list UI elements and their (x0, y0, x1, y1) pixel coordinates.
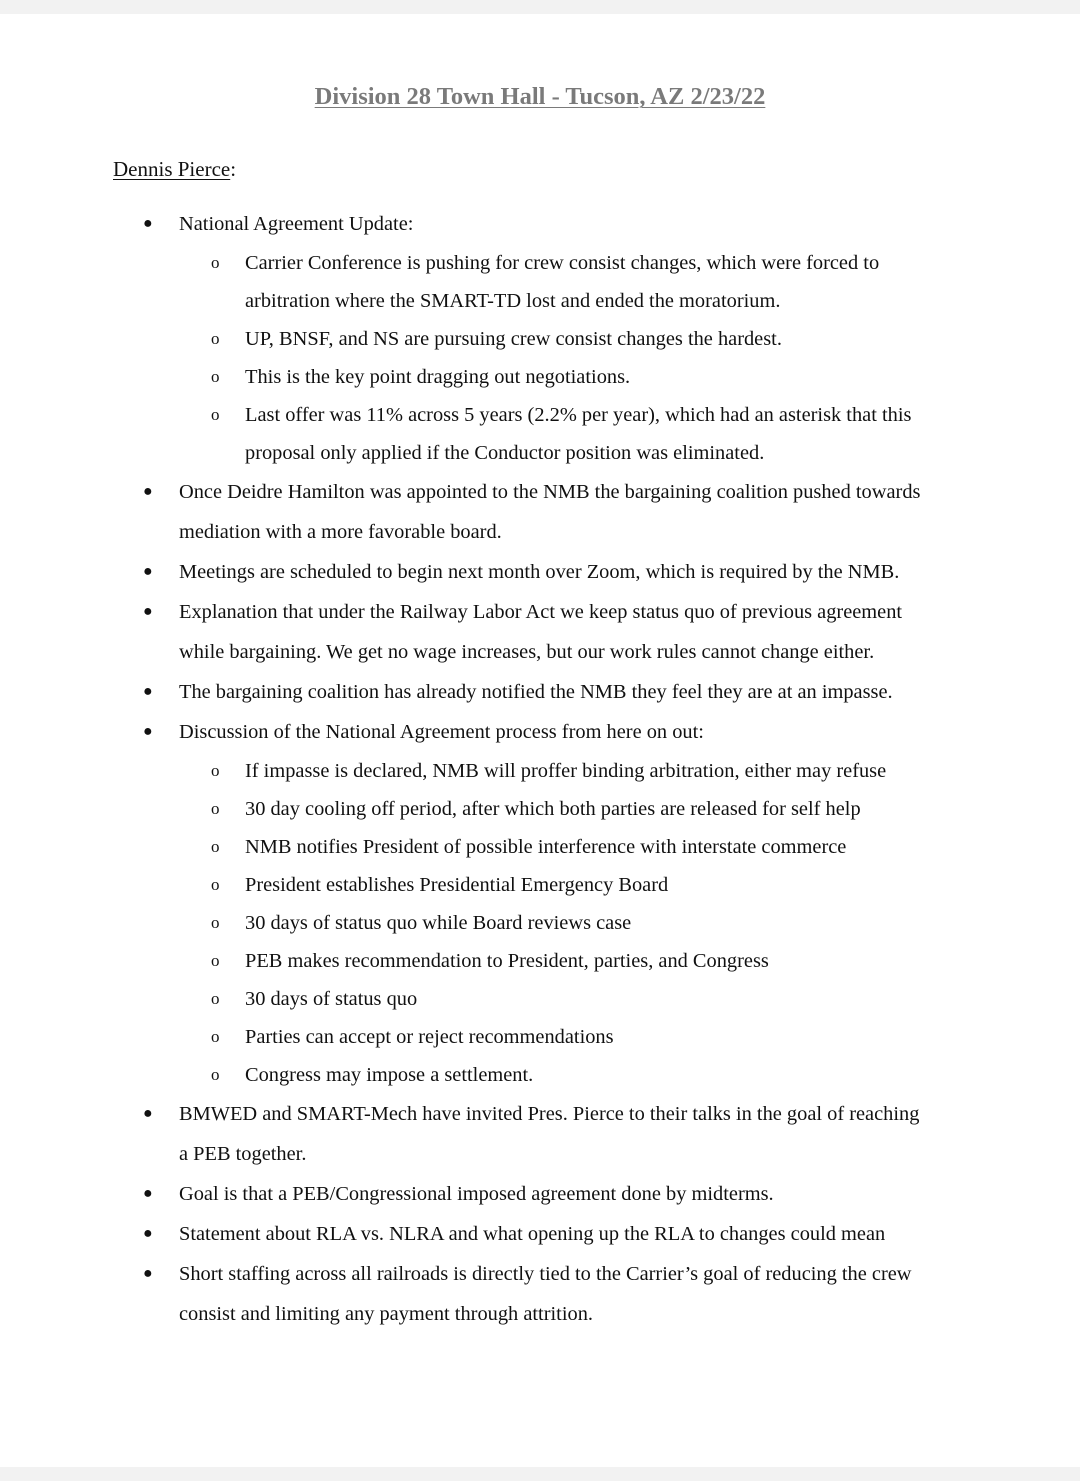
item-text-line: Explanation that under the Railway Labor Act we keep status quo of previous agreement (179, 601, 903, 623)
bullet-dot-icon: ● (143, 483, 153, 500)
item-text (245, 358, 630, 396)
sub-bullet-circle-icon: o (211, 329, 220, 348)
item-text (245, 828, 846, 866)
item-text (245, 904, 631, 942)
bullet-item (0, 1174, 1080, 1214)
bullet-dot-icon: ● (143, 1265, 153, 1282)
document-title: Division 28 Town Hall - Tucson, AZ 2/23/22 (314, 83, 766, 110)
speaker-name: Dennis Pierce (113, 157, 231, 181)
bullet-item (0, 672, 1080, 712)
item-text (179, 472, 920, 552)
item-text-line: If impasse is declared, NMB will proffer binding arbitration, either may refuse (245, 760, 887, 782)
sub-bullet-circle-icon: o (211, 1027, 220, 1046)
item-text-line: UP, BNSF, and NS are pursuing crew consist changes the hardest. (245, 328, 782, 350)
bullet-dot-icon: ● (143, 1185, 153, 1202)
sub-bullet-circle-icon: o (211, 405, 220, 424)
sub-bullet-circle-icon: o (211, 913, 220, 932)
sub-bullet-item (0, 1056, 1080, 1094)
item-text (179, 1214, 885, 1254)
item-text-line: proposal only applied if the Conductor position was eliminated. (245, 442, 765, 464)
item-text (245, 790, 861, 828)
bullet-item (0, 712, 1080, 752)
item-text-line: 30 days of status quo (245, 988, 418, 1010)
item-text-line: 30 days of status quo while Board reviews case (245, 912, 632, 934)
item-text-line: PEB makes recommendation to President, parties, and Congress (245, 950, 769, 972)
sub-bullet-item (0, 752, 1080, 790)
item-text-line: arbitration where the SMART-TD lost and ended the moratorium. (245, 290, 781, 312)
item-text (179, 672, 893, 712)
sub-bullet-item (0, 244, 1080, 320)
item-text (245, 752, 886, 790)
item-text-line: Short staffing across all railroads is directly tied to the Carrier’s goal of reducing the crew (179, 1263, 912, 1285)
item-text-line: consist and limiting any payment through attrition. (179, 1303, 593, 1325)
sub-bullet-item (0, 790, 1080, 828)
item-text-line: while bargaining. We get no wage increases, but our work rules cannot change either. (179, 641, 875, 663)
item-text-line: Meetings are scheduled to begin next month over Zoom, which is required by the NMB. (179, 561, 900, 583)
item-text-line: Carrier Conference is pushing for crew consist changes, which were forced to (245, 252, 880, 274)
item-text-line: 30 day cooling off period, after which both parties are released for self help (245, 798, 861, 820)
bullet-dot-icon: ● (143, 215, 153, 232)
sub-bullet-circle-icon: o (211, 837, 220, 856)
item-text (179, 1174, 774, 1214)
speaker-colon: : (230, 157, 237, 181)
item-text-line: Last offer was 11% across 5 years (2.2% per year), which had an asterisk that this (245, 404, 912, 426)
sub-bullet-item (0, 980, 1080, 1018)
bullet-dot-icon: ● (143, 1225, 153, 1242)
item-text-line: NMB notifies President of possible interference with interstate commerce (245, 836, 847, 858)
sub-bullet-circle-icon: o (211, 951, 220, 970)
item-text (179, 552, 899, 592)
bullet-dot-icon: ● (143, 563, 153, 580)
item-text (245, 980, 417, 1018)
bullet-dot-icon: ● (143, 723, 153, 740)
item-text (245, 244, 879, 320)
item-text (245, 942, 769, 980)
meeting-notes-list (0, 204, 1080, 1334)
item-text-line: Parties can accept or reject recommendations (245, 1026, 614, 1048)
item-text-line: National Agreement Update: (179, 213, 414, 235)
bullet-item (0, 204, 1080, 244)
item-text-line: Discussion of the National Agreement process from here on out: (179, 721, 704, 743)
sub-bullet-circle-icon: o (211, 875, 220, 894)
bullet-dot-icon: ● (143, 683, 153, 700)
sub-bullet-item (0, 904, 1080, 942)
sub-bullet-item (0, 358, 1080, 396)
item-text (245, 1018, 614, 1056)
item-text (179, 204, 413, 244)
item-text-line: a PEB together. (179, 1143, 307, 1165)
bullet-item (0, 472, 1080, 552)
item-text (245, 320, 782, 358)
item-text-line: This is the key point dragging out negotiations. (245, 366, 631, 388)
bullet-item (0, 592, 1080, 672)
sub-bullet-circle-icon: o (211, 367, 220, 386)
item-text-line: President establishes Presidential Emergency Board (245, 874, 669, 896)
item-text-line: Congress may impose a settlement. (245, 1064, 534, 1086)
item-text-line: BMWED and SMART-Mech have invited Pres. Pierce to their talks in the goal of reaching (179, 1103, 920, 1125)
item-text (179, 592, 902, 672)
item-text (245, 1056, 533, 1094)
speaker-heading (113, 154, 236, 184)
bullet-item (0, 1094, 1080, 1174)
item-text (179, 1094, 919, 1174)
sub-bullet-circle-icon: o (211, 761, 220, 780)
item-text (179, 712, 704, 752)
item-text-line: Goal is that a PEB/Congressional imposed agreement done by midterms. (179, 1183, 774, 1205)
document-page (0, 14, 1080, 1467)
bullet-item (0, 552, 1080, 592)
item-text-line: mediation with a more favorable board. (179, 521, 502, 543)
bullet-item (0, 1254, 1080, 1334)
item-text-line: The bargaining coalition has already notified the NMB they feel they are at an impasse. (179, 681, 893, 703)
item-text (245, 866, 668, 904)
sub-bullet-item (0, 866, 1080, 904)
sub-bullet-item (0, 1018, 1080, 1056)
sub-bullet-circle-icon: o (211, 1065, 220, 1084)
sub-bullet-circle-icon: o (211, 799, 220, 818)
sub-bullet-item (0, 320, 1080, 358)
sub-bullet-item (0, 396, 1080, 472)
sub-bullet-circle-icon: o (211, 989, 220, 1008)
item-text-line: Once Deidre Hamilton was appointed to the NMB the bargaining coalition pushed towards (179, 481, 921, 503)
bullet-dot-icon: ● (143, 1105, 153, 1122)
sub-bullet-item (0, 828, 1080, 866)
item-text (179, 1254, 912, 1334)
bullet-item (0, 1214, 1080, 1254)
bullet-dot-icon: ● (143, 603, 153, 620)
sub-bullet-circle-icon: o (211, 253, 220, 272)
item-text (245, 396, 911, 472)
item-text-line: Statement about RLA vs. NLRA and what opening up the RLA to changes could mean (179, 1223, 886, 1245)
sub-bullet-item (0, 942, 1080, 980)
